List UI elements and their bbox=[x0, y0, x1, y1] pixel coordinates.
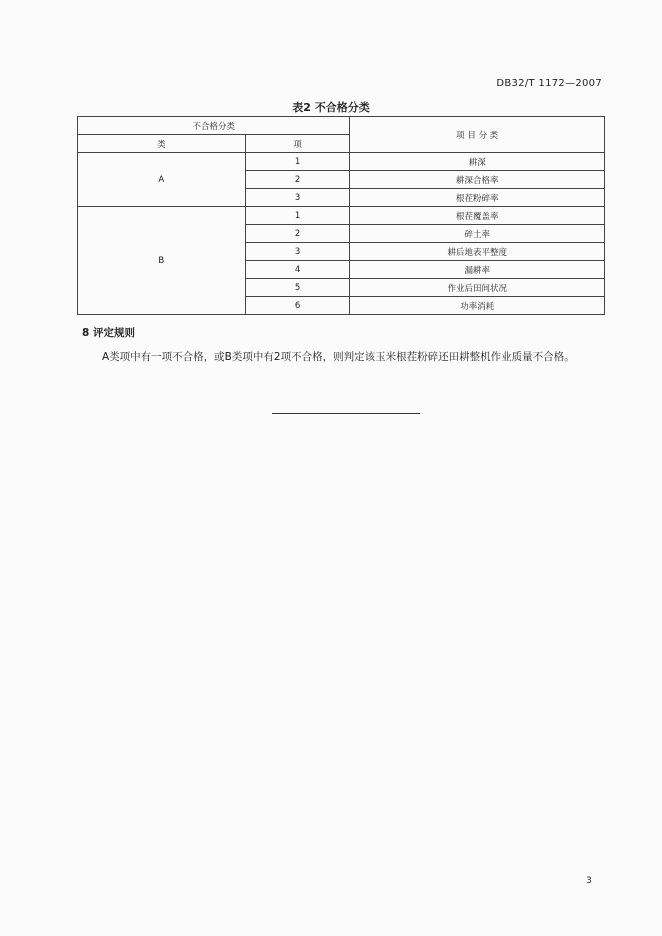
header-item-classification: 项 目 分 类 bbox=[350, 117, 605, 153]
item-name: 碎土率 bbox=[350, 225, 605, 243]
item-number: 1 bbox=[245, 207, 350, 225]
item-number: 6 bbox=[245, 297, 350, 315]
end-rule-divider bbox=[272, 413, 420, 414]
item-name: 根茬粉碎率 bbox=[350, 189, 605, 207]
item-number: 2 bbox=[245, 225, 350, 243]
item-number: 2 bbox=[245, 171, 350, 189]
item-name: 耕深 bbox=[350, 153, 605, 171]
page-number: 3 bbox=[586, 876, 592, 886]
item-number: 3 bbox=[245, 189, 350, 207]
standard-code: DB32/T 1172—2007 bbox=[496, 78, 602, 89]
item-number: 5 bbox=[245, 279, 350, 297]
table-row bbox=[78, 207, 605, 225]
item-name: 根茬覆盖率 bbox=[350, 207, 605, 225]
item-name: 耕后地表平整度 bbox=[350, 243, 605, 261]
table-row bbox=[78, 153, 605, 171]
category-cell: A bbox=[78, 153, 246, 207]
item-name: 功率消耗 bbox=[350, 297, 605, 315]
rule-paragraph: A类项中有一项不合格，或B类项中有2项不合格，则判定该玉米根茬粉碎还田耕整机作业质量不合格。 bbox=[102, 351, 575, 363]
category-cell: B bbox=[78, 207, 246, 315]
section-heading: 8 评定规则 bbox=[82, 327, 135, 339]
item-number: 3 bbox=[245, 243, 350, 261]
header-nonconformity-class: 不合格分类 bbox=[78, 117, 350, 135]
table-header-row bbox=[78, 117, 605, 135]
item-name: 漏耕率 bbox=[350, 261, 605, 279]
nonconformity-table bbox=[77, 116, 605, 315]
header-category: 类 bbox=[78, 135, 246, 153]
item-number: 4 bbox=[245, 261, 350, 279]
header-item: 项 bbox=[245, 135, 350, 153]
item-number: 1 bbox=[245, 153, 350, 171]
item-name: 作业后田间状况 bbox=[350, 279, 605, 297]
table-title: 表2 不合格分类 bbox=[292, 101, 370, 114]
item-name: 耕深合格率 bbox=[350, 171, 605, 189]
